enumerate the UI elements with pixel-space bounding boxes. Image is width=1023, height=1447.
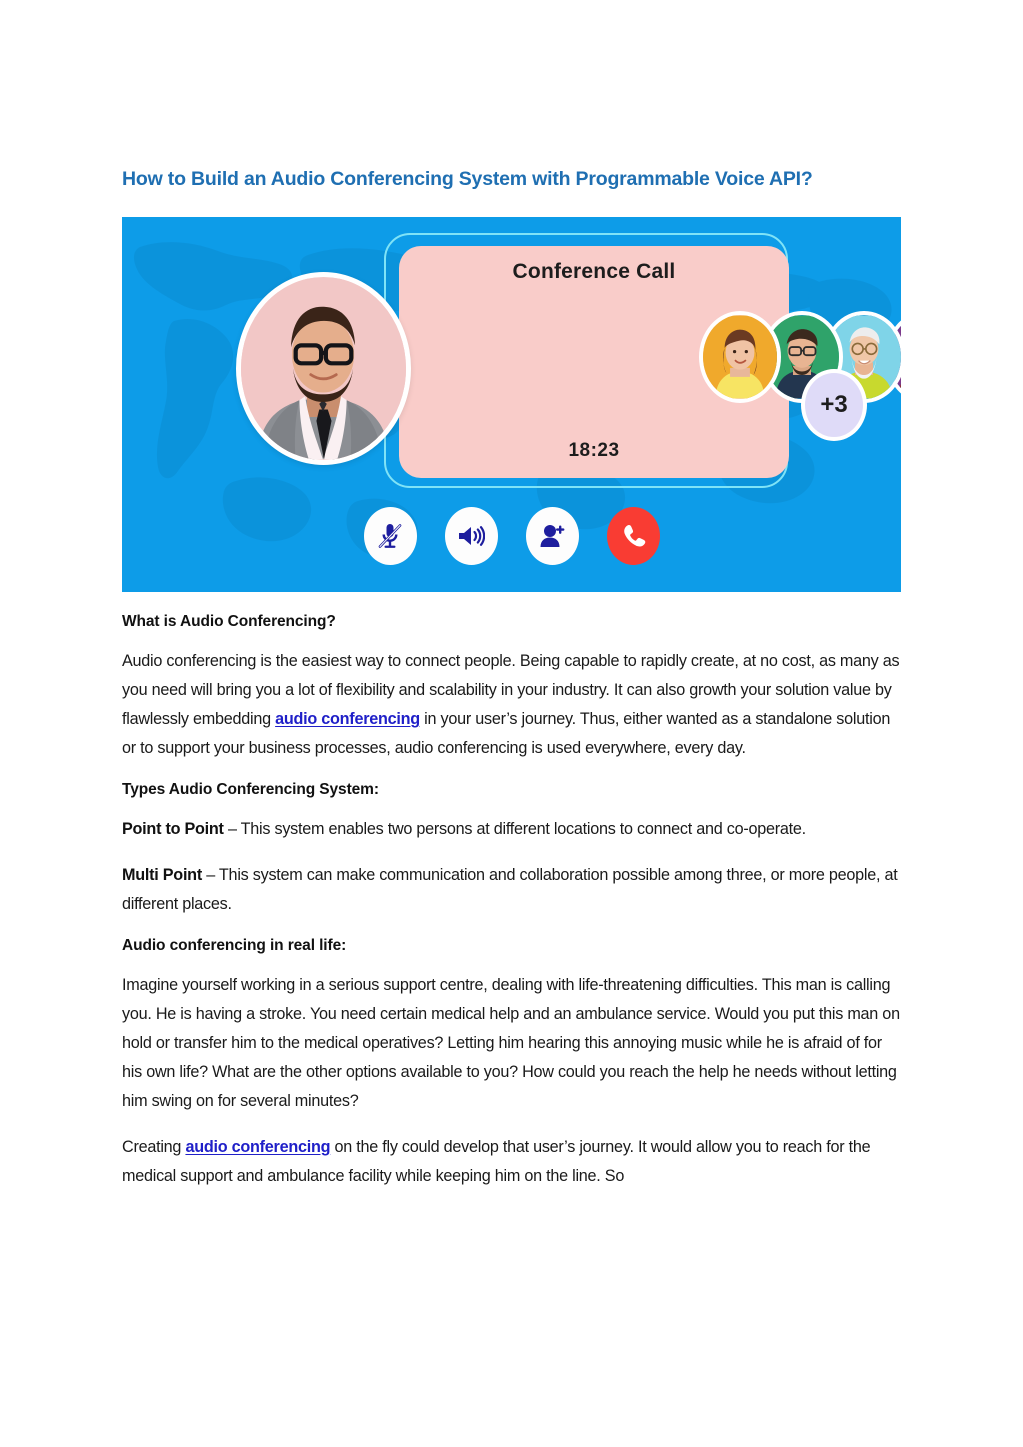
section-heading-what-is: What is Audio Conferencing?: [122, 613, 336, 630]
paragraph-text-part: Audio conferencing is the easiest way to connect people. Being capable to rapidly create, at no cost, as many as you need will bring you a lot of flexibility and scalability in your industry. It can also growth your solution value by flawlessly embedding: [122, 651, 900, 728]
call-timer: 18:23: [568, 440, 620, 461]
paragraph-real-life: Imagine yourself working in a serious support centre, dealing with life-threatening difficulties. This man is calling you. He is having a stroke. You need certain medical help and an ambulance service. Would you put this man on hold or transfer him to the medical operatives? Letting him hearing this annoying music while he is afraid of for his own life? What are the other options available to you? How could you reach the help he needs without letting him swing on for several minutes?: [122, 975, 900, 1110]
paragraph-point-to-point: [122, 815, 904, 844]
paragraph-text-part: – This system enables two persons at different locations to connect and co-operate.: [223, 819, 806, 838]
end-call-button[interactable]: [607, 507, 660, 565]
paragraph-what-is: [122, 647, 904, 763]
more-participants-badge: +3: [801, 369, 867, 441]
section-heading-types: Types Audio Conferencing System:: [122, 780, 379, 798]
paragraph-text-part: – This system can make communication and collaboration possible among three, or more people, at different places.: [122, 865, 898, 913]
audio-conferencing-link-1[interactable]: audio conferencing: [275, 709, 420, 728]
paragraph-text-part: on the fly could develop that user’s journey. It would allow you to reach for the medical support and ambulance facility while keeping him on the line. So: [122, 1137, 871, 1185]
paragraph-multi-point: [122, 861, 904, 919]
paragraph-closing: [122, 1133, 904, 1191]
main-speaker-avatar: [236, 272, 411, 465]
add-person-icon: [541, 525, 565, 547]
call-title: Conference Call: [512, 260, 676, 283]
call-action-bar: [122, 507, 901, 565]
point-to-point-label: Point to Point: [122, 819, 224, 838]
paragraph-text-part: Creating: [122, 1137, 186, 1156]
participant-avatar-group: [699, 311, 901, 431]
phone-hangup-icon: [624, 525, 645, 547]
multi-point-label: Multi Point: [122, 865, 202, 884]
participant-avatar-1: [699, 311, 781, 403]
audio-conferencing-link-2[interactable]: audio conferencing: [185, 1137, 331, 1156]
add-participant-button[interactable]: [526, 507, 579, 565]
hero-conference-call-image: [122, 217, 901, 592]
section-heading-real-life: Audio conferencing in real life:: [122, 936, 347, 954]
speaker-icon: [459, 527, 484, 545]
conference-call-card: [399, 246, 848, 478]
speaker-button[interactable]: [445, 507, 498, 565]
page-title: How to Build an Audio Conferencing System with Programmable Voice API?: [122, 168, 813, 190]
article-body: [122, 612, 904, 1191]
paragraph-text-part: in your user’s journey. Thus, either wanted as a standalone solution or to support your business processes, audio conferencing is used everywhere, every day.: [122, 709, 891, 757]
mute-microphone-button[interactable]: [364, 507, 417, 565]
